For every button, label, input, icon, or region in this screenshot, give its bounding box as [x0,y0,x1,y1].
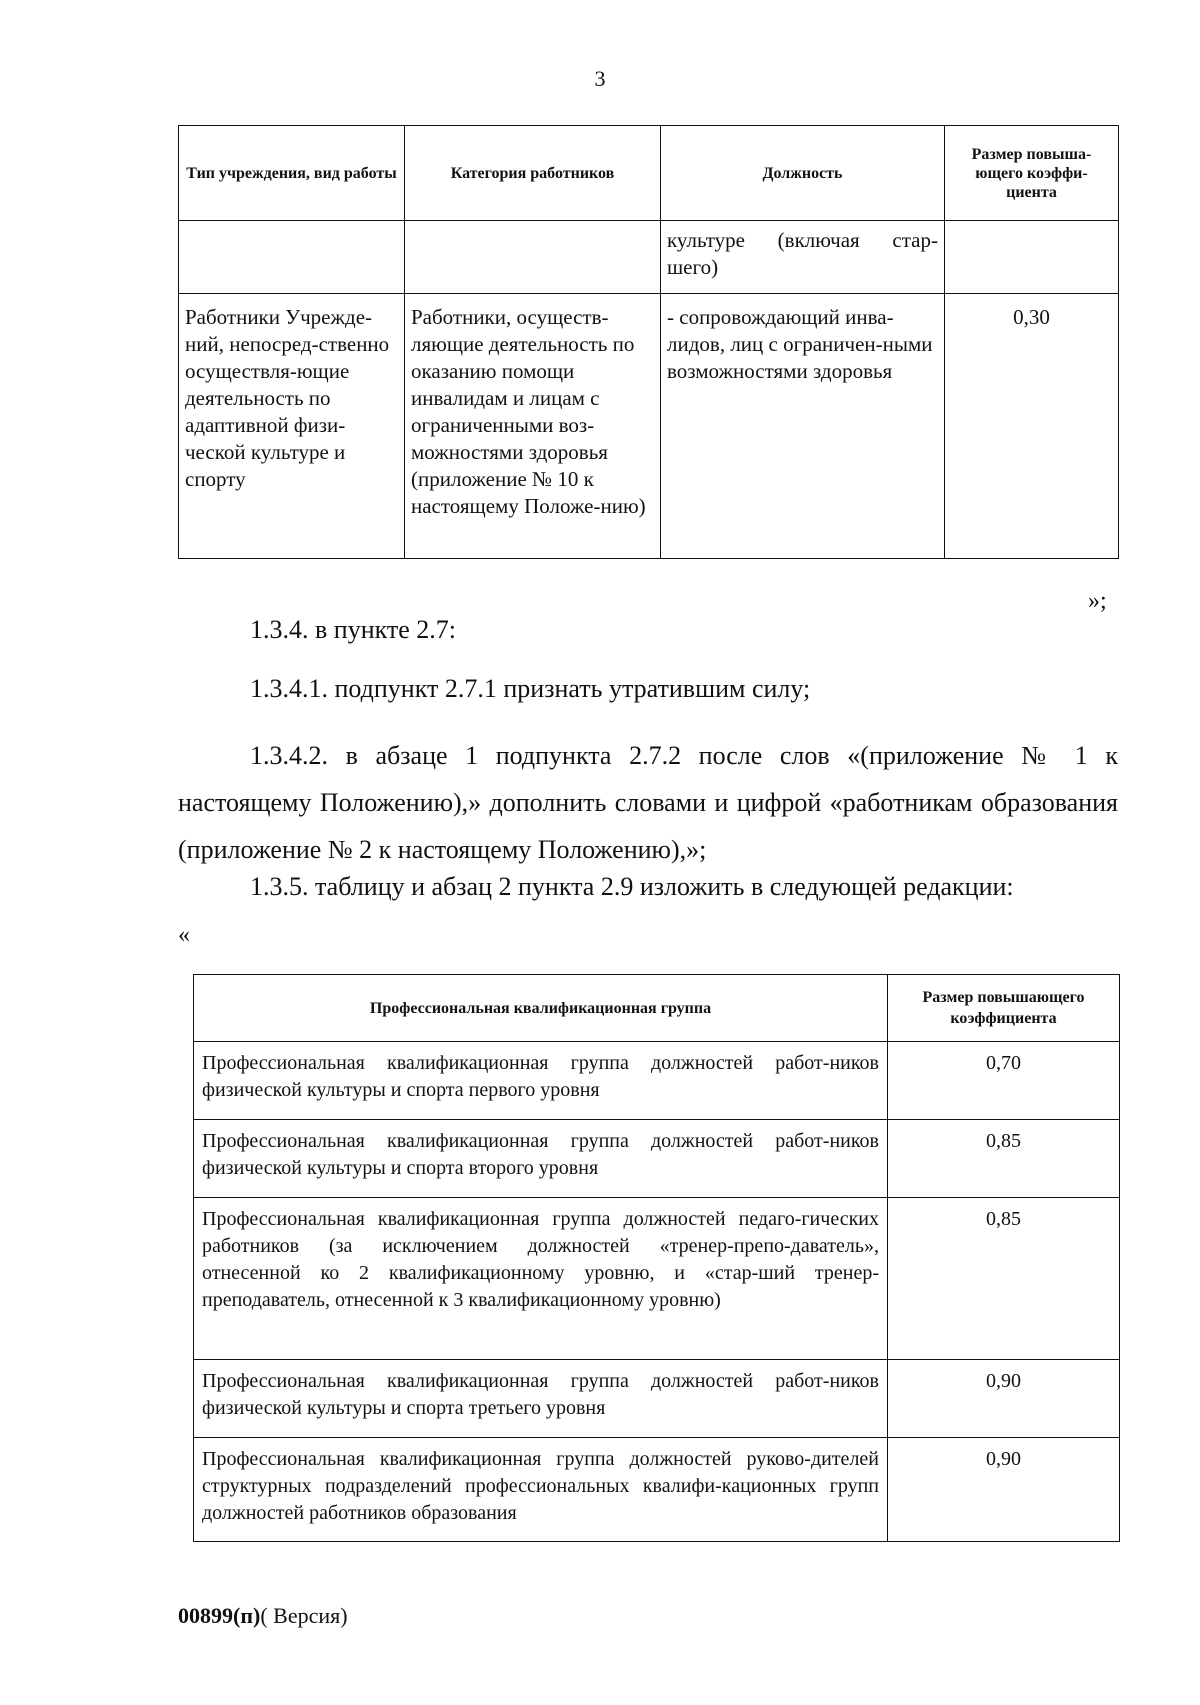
group-cell: Профессиональная квалификационная группа должностей руково-дителей структурных подразделений профессиональных квалифи-кационных групп должностей работников образования [194,1438,888,1542]
group-cell: Профессиональная квалификационная группа должностей работ-ников физической культуры и спорта второго уровня [194,1120,888,1198]
paragraph-1-3-4-1: 1.3.4.1. подпункт 2.7.1 признать утратившим силу; [250,674,811,703]
header-institution-type: Тип учреждения, вид работы [179,126,405,221]
table-row [194,1438,1120,1542]
coefficient-cell: 0,70 [888,1042,1120,1120]
paragraph-1-3-5: 1.3.5. таблицу и абзац 2 пункта 2.9 изложить в следующей редакции: [250,872,1014,901]
table-row [179,221,1119,294]
position-cell [661,221,945,294]
coefficient-cell: 0,90 [888,1438,1120,1542]
table-cell [405,221,661,294]
table-cell [945,221,1119,294]
header-coefficient: Размер повыша-ющего коэффи-циента [945,126,1119,221]
group-cell: Профессиональная квалификационная группа должностей педаго-гических работников (за исключением должностей «тренер-препо-даватель», отнесенной ко 2 квалификационному уровню, и «стар-ший тренер-преподаватель, отнесенной к 3 квалификационному уровню) [194,1198,888,1360]
opening-quote: « [178,922,190,948]
position-line: шего) [667,255,719,279]
coefficient-cell: 0,85 [888,1120,1120,1198]
group-cell: Профессиональная квалификационная группа должностей работ-ников физической культуры и спорта первого уровня [194,1042,888,1120]
position-cell: - сопровождающий инва-лидов, лиц с ограничен-ными возможностями здоровья [661,294,945,559]
closing-quote: »; [1088,588,1107,614]
table-row [194,1198,1120,1360]
table-row [194,1360,1120,1438]
staff-category-table [178,125,1119,559]
table-row [179,294,1119,559]
paragraph-1-3-4: 1.3.4. в пункте 2.7: [250,615,457,644]
header-position: Должность [661,126,945,221]
table-header-row [179,126,1119,221]
position-line: культуре (включая стар- [667,228,938,252]
table-cell [179,221,405,294]
document-version: ( Версия) [260,1603,348,1628]
document-code: 00899(п) [178,1603,261,1628]
header-worker-category: Категория работников [405,126,661,221]
qualification-group-table [193,974,1120,1542]
header-qualification-group: Профессиональная квалификационная группа [194,975,888,1042]
group-cell: Профессиональная квалификационная группа должностей работ-ников физической культуры и спорта третьего уровня [194,1360,888,1438]
coefficient-cell: 0,85 [888,1198,1120,1360]
document-footer [178,1603,348,1629]
category-cell: Работники, осуществ-ляющие деятельность по оказанию помощи инвалидам и лицам с ограниченными воз-можностями здоровья (приложение № 10 к настоящему Положе-нию) [405,294,661,559]
table-row [194,1120,1120,1198]
page-number: 3 [594,66,606,91]
table-header-row [194,975,1120,1042]
coefficient-cell: 0,90 [888,1360,1120,1438]
header-coefficient: Размер повышающего коэффициента [888,975,1120,1042]
institution-cell: Работники Учрежде-ний, непосред-ственно осуществля-ющие деятельность по адаптивной физи-ческой культуре и спорту [179,294,405,559]
paragraph-1-3-4-2: 1.3.4.2. в абзаце 1 подпункта 2.7.2 после слов «(приложение № 1 к настоящему Положению),» дополнить словами и цифрой «работникам образования (приложение № 2 к настоящему Положению),»; [178,741,1118,864]
table-row [194,1042,1120,1120]
coefficient-cell: 0,30 [945,294,1119,559]
